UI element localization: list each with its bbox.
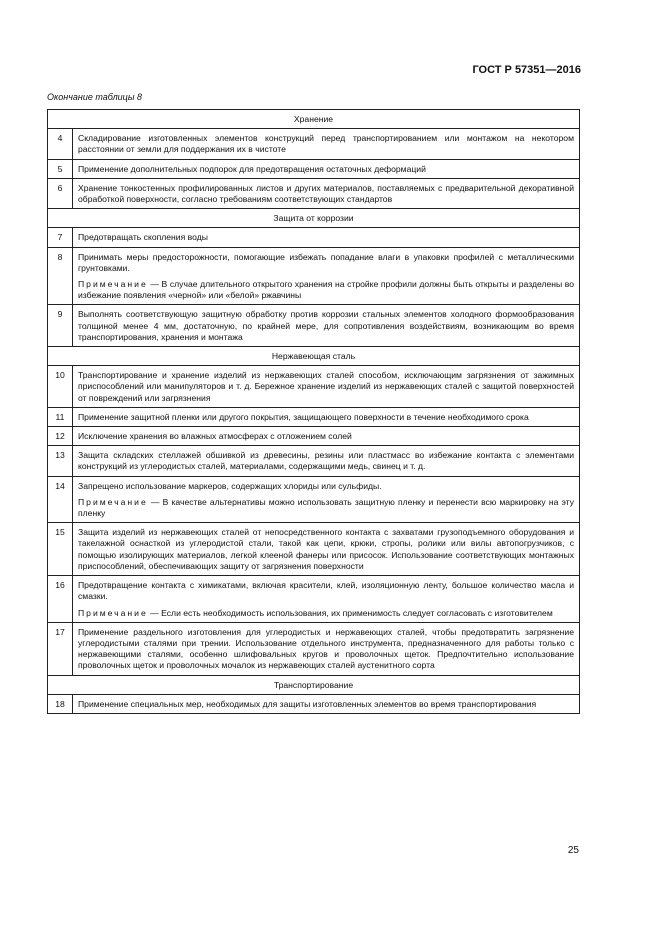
table-row	[48, 178, 580, 208]
table-body	[48, 110, 580, 714]
table-row	[48, 694, 580, 713]
row-text: Защита изделий из нержавеющих сталей от непосредственного контакта с захватами грузоподъемного оборудования и такелажной оснасткой из углеродистой стали, такой как цепи, крюки, стропы, ролики или вилы автопогрузчиков, с помощью изолирующих материалов, легкой клееной фанеры или присосок. Использование соответствующих монтажных приспособлений, обеспечивающих защиту от загрязнения поверхности	[78, 527, 574, 571]
table-row	[48, 476, 580, 523]
row-text: Хранение тонкостенных профилированных листов и других материалов, поставляемых с предварительной декоративной обработкой поверхности, согласно требованиям соответствующих стандартов	[78, 182, 574, 205]
table-caption: Окончание таблицы 8	[47, 92, 142, 102]
note-text: — Если есть необходимость использования, их применимость следует согласовать с изготовителем	[150, 607, 553, 618]
row-number: 15	[48, 523, 73, 576]
requirements-table	[47, 109, 580, 714]
table-row	[48, 159, 580, 178]
table-row	[48, 622, 580, 675]
row-text-cell	[73, 576, 580, 623]
row-number: 7	[48, 228, 73, 247]
row-number: 14	[48, 476, 73, 523]
row-text-cell	[73, 366, 580, 408]
row-text-cell	[73, 523, 580, 576]
note-text: — В качестве альтернативы можно использовать защитную пленку и перенести всю маркировку на эту пленку	[78, 496, 575, 519]
note-label: Примечание	[78, 496, 148, 507]
row-text-cell	[73, 228, 580, 247]
row-number: 8	[48, 247, 73, 305]
section-title: Защита от коррозии	[48, 209, 580, 228]
section-header-row	[48, 675, 580, 694]
row-number: 18	[48, 694, 73, 713]
table-row	[48, 228, 580, 247]
row-text: Исключение хранения во влажных атмосферах с отложением солей	[78, 431, 352, 442]
row-text: Защита складских стеллажей обшивкой из древесины, резины или пластмасс во избежание контакта с элементами конструкций из углеродистых сталей, материалами, содержащими медь, свинец и т. д.	[78, 450, 574, 472]
row-number: 5	[48, 159, 73, 178]
table-row	[48, 305, 580, 347]
note-label: Примечание	[78, 607, 148, 618]
document-code: ГОСТ Р 57351—2016	[472, 64, 581, 76]
row-text: Применение специальных мер, необходимых для защиты изготовленных элементов во время транспортирования	[78, 698, 537, 709]
table-row	[48, 523, 580, 576]
row-text-cell	[73, 129, 580, 159]
section-title: Хранение	[48, 110, 580, 129]
table-row	[48, 366, 580, 408]
row-text-cell	[73, 476, 580, 523]
row-number: 4	[48, 129, 73, 159]
row-number: 6	[48, 178, 73, 208]
row-text-cell	[73, 159, 580, 178]
row-text-cell	[73, 247, 580, 305]
row-text-cell	[73, 178, 580, 208]
row-text-cell	[73, 427, 580, 446]
row-text-cell	[73, 305, 580, 347]
table-row	[48, 247, 580, 305]
row-number: 16	[48, 576, 73, 623]
row-number: 9	[48, 305, 73, 347]
row-text: Принимать меры предосторожности, помогающие избежать попадание влаги в упаковки профилей с металлическими грунтовками.	[78, 251, 574, 273]
note-text: — В случае длительного открытого хранения на стройке профили должны быть открыты и разделены во избежание появления «черной» или «белой» ржавчины	[78, 279, 575, 301]
section-title: Нержавеющая сталь	[48, 347, 580, 366]
row-text-cell	[73, 622, 580, 675]
table-row	[48, 576, 580, 623]
row-note	[78, 608, 574, 619]
row-text: Выполнять соответствующую защитную обработку против коррозии стальных элементов холодного формообразования толщиной менее 4 мм, достаточную, по крайней мере, для сопротивления воздействиям, возникающим во время транспортирования, хранения и монтажа	[78, 309, 574, 342]
row-number: 12	[48, 427, 73, 446]
table-row	[48, 407, 580, 426]
row-text: Применение раздельного изготовления для углеродистых и нержавеющих сталей, чтобы предотвратить загрязнение углеродистыми сталями при трении. Использование отдельного инструмента, предназначенного для работы только с нержавеющими сталями, особенно шлифовальных кругов и проволочных щеток. Предпочтительно использование проволочных щеток и проволочных мочалок из нержавеющих сталей аустенитного сорта	[78, 626, 574, 671]
row-text: Применение защитной пленки или другого покрытия, защищающего поверхности в течение необходимого срока	[78, 411, 529, 422]
table-row	[48, 446, 580, 476]
note-label: Примечание	[78, 279, 148, 290]
row-note	[78, 497, 574, 519]
row-text-cell	[73, 446, 580, 476]
row-text: Применение дополнительных подпорок для предотвращения остаточных деформаций	[78, 163, 426, 174]
row-text: Транспортирование и хранение изделий из нержавеющих сталей способом, исключающим загрязнения от зажимных приспособлений или манипуляторов и т. д. Бережное хранение изделий из нержавеющих сталей с защитой поверхностей от повреждений или загрязнения	[78, 370, 574, 403]
row-number: 13	[48, 446, 73, 476]
table-row	[48, 129, 580, 159]
table-row	[48, 427, 580, 446]
row-number: 11	[48, 407, 73, 426]
section-header-row	[48, 110, 580, 129]
row-text-cell	[73, 407, 580, 426]
section-header-row	[48, 209, 580, 228]
section-header-row	[48, 347, 580, 366]
row-text: Предотвращать скопления воды	[78, 232, 208, 243]
page-number: 25	[567, 845, 579, 856]
row-text: Складирование изготовленных элементов конструкций перед транспортированием или монтажом на некотором расстоянии от земли для поддержания их в чистоте	[78, 133, 574, 155]
row-number: 17	[48, 622, 73, 675]
row-note	[78, 279, 574, 301]
row-text: Предотвращение контакта с химикатами, включая красители, клей, изоляционную ленту, большое количество масла и смазки.	[78, 580, 574, 602]
row-number: 10	[48, 366, 73, 408]
section-title: Транспортирование	[48, 675, 580, 694]
row-text-cell	[73, 694, 580, 713]
row-text: Запрещено использование маркеров, содержащих хлориды или сульфиды.	[78, 480, 382, 491]
